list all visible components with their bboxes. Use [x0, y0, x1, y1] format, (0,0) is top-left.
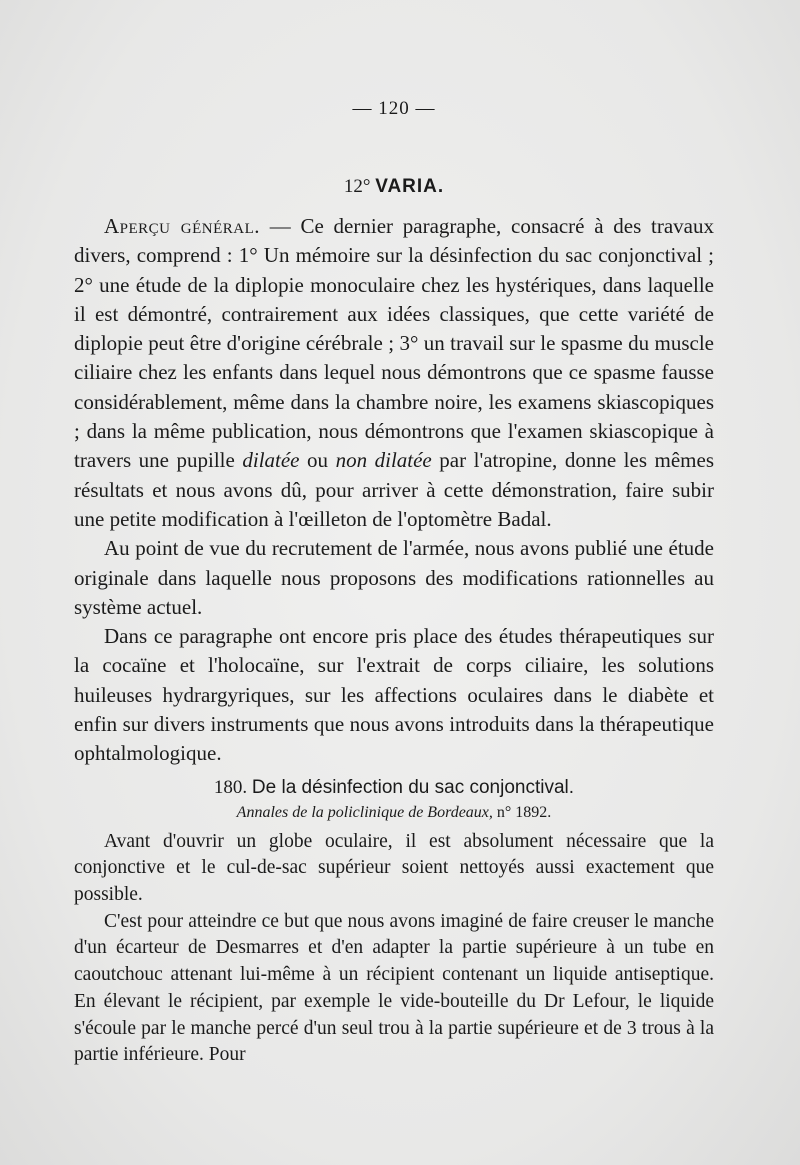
page-number: — 120 —	[352, 98, 436, 119]
entry-heading	[74, 775, 714, 801]
page-content	[74, 98, 714, 1069]
section-number: 12°	[343, 176, 371, 197]
italic-non-dilatee: non dilatée	[335, 448, 432, 473]
entry-title: De la désinfection du sac conjonctival.	[251, 776, 575, 798]
citation-year: n° 1892.	[492, 803, 552, 821]
opening-paragraph: Avant d'ouvrir un globe oculaire, il est absolument nécessaire que la conjonctive et le cul-de-sac supérieur soient nettoyés aussi exactement que possible.	[74, 830, 714, 906]
entry-number: 180.	[213, 776, 248, 798]
overview-rest: par l'atropine, donne les mêmes résultats et nous avons dû, pour arriver à cette démonstration, faire subir une petite modification à l'œilleton de l'optomètre Badal.	[74, 448, 714, 531]
entry-citation	[74, 801, 714, 825]
section-title: VARIA.	[375, 176, 445, 197]
instrument-paragraph: C'est pour atteindre ce but que nous avons imaginé de faire creuser le manche d'un écarteur de Desmarres et d'en adapter la partie supérieure à un tube en caoutchouc attenant lui-même à un récipient contenant un liquide antiseptique. En élevant le récipient, par exemple le vide-bouteille du Dr Lefour, le liquide s'écoule par le manche percé d'un seul trou à la partie supérieure et de 3 trous à la partie inférieure. Pour	[74, 910, 714, 1066]
overview-lead: Aperçu général.	[104, 214, 260, 238]
citation-journal: Annales de la policlinique de Bordeaux,	[236, 803, 493, 821]
section-heading	[74, 176, 714, 206]
italic-dilatee: dilatée	[242, 448, 300, 473]
overview-ou: ou	[299, 448, 336, 473]
overview-text: — Ce dernier paragraphe, consacré à des travaux divers, comprend : 1° Un mémoire sur la désinfection du sac conjonctival ; 2° une étude de la diplopie monoculaire chez les hystériques, dans laquelle il est démontré, contrairement aux idées classiques, que cette variété de diplopie peut être d'origine cérébrale ; 3° un travail sur le spasme du muscle ciliaire chez les enfants dans lequel nous démontrons que ce spasme fausse considérablement, même dans la chambre noire, les examens skiascopiques ; dans la même publication, nous démontrons que l'examen skiascopique à travers une pupille	[74, 214, 714, 473]
overview-paragraph	[74, 212, 714, 534]
recruitment-paragraph: Au point de vue du recrutement de l'armée, nous avons publié une étude originale dans laquelle nous proposons des modifications rationnelles au système actuel.	[74, 536, 714, 619]
therapeutics-paragraph: Dans ce paragraphe ont encore pris place des études thérapeutiques sur la cocaïne et l'holocaïne, sur l'extrait de corps ciliaire, les solutions huileuses hydrargyriques, sur les affections oculaires dans le diabète et enfin sur divers instruments que nous avons introduits dans la thérapeutique ophtalmologique.	[74, 624, 714, 766]
